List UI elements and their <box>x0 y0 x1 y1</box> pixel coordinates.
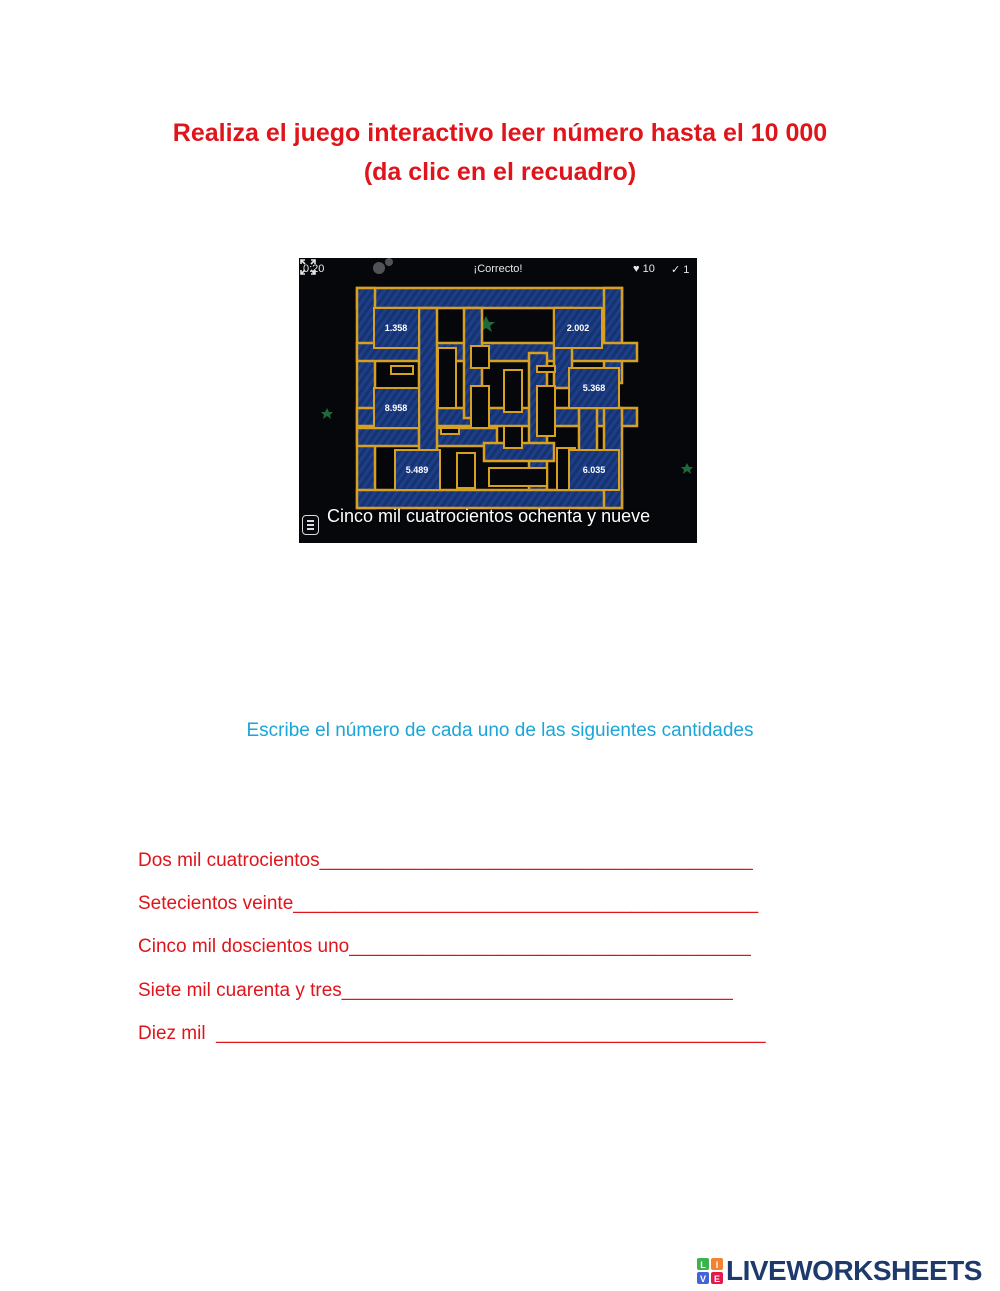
logo-letter: V <box>699 1274 707 1284</box>
exercise-line[interactable]: Dos mil cuatrocientos_________________________________________ <box>138 850 753 871</box>
answer-box[interactable]: 5.368 <box>582 383 606 393</box>
maze-board <box>299 258 697 543</box>
fullscreen-icon[interactable] <box>299 258 317 276</box>
exercise-line[interactable]: Siete mil cuarenta y tres_____________________________________ <box>138 980 733 1001</box>
exercise-line[interactable]: Cinco mil doscientos uno______________________________________ <box>138 936 751 957</box>
logo-letter: I <box>715 1260 719 1270</box>
logo-letter: L <box>700 1260 706 1270</box>
page-title: Realiza el juego interactivo leer número hasta el 10 000 <box>172 119 828 147</box>
game-status: ¡Correcto! <box>473 263 523 275</box>
lives-counter: ♥ 10 <box>633 263 655 275</box>
game-prompt: Cinco mil cuatrocientos ochenta y nueve <box>327 506 651 526</box>
worksheet-instruction: Escribe el número de cada uno de las siguientes cantidades <box>246 720 754 741</box>
interactive-game-frame[interactable] <box>299 258 697 543</box>
logo-text: LIVEWORKSHEETS <box>726 1255 982 1286</box>
answer-box[interactable]: 1.358 <box>384 323 408 333</box>
game-timer: 0:20 <box>303 263 325 275</box>
answer-box[interactable]: 2.002 <box>566 323 590 333</box>
answer-box[interactable]: 8.958 <box>384 403 408 413</box>
answer-box[interactable]: 5.489 <box>405 465 429 475</box>
liveworksheets-logo <box>697 1254 982 1288</box>
answer-box[interactable]: 6.035 <box>582 465 606 475</box>
score-counter: ✓ 1 <box>671 264 690 276</box>
logo-mark-icon <box>697 1258 723 1284</box>
menu-icon[interactable] <box>302 515 319 535</box>
exercise-line[interactable]: Setecientos veinte____________________________________________ <box>138 893 759 914</box>
page-subtitle: (da clic en el recuadro) <box>363 158 637 186</box>
logo-letter: E <box>713 1274 721 1284</box>
exercise-line[interactable]: Diez mil ____________________________________________________ <box>138 1023 766 1044</box>
